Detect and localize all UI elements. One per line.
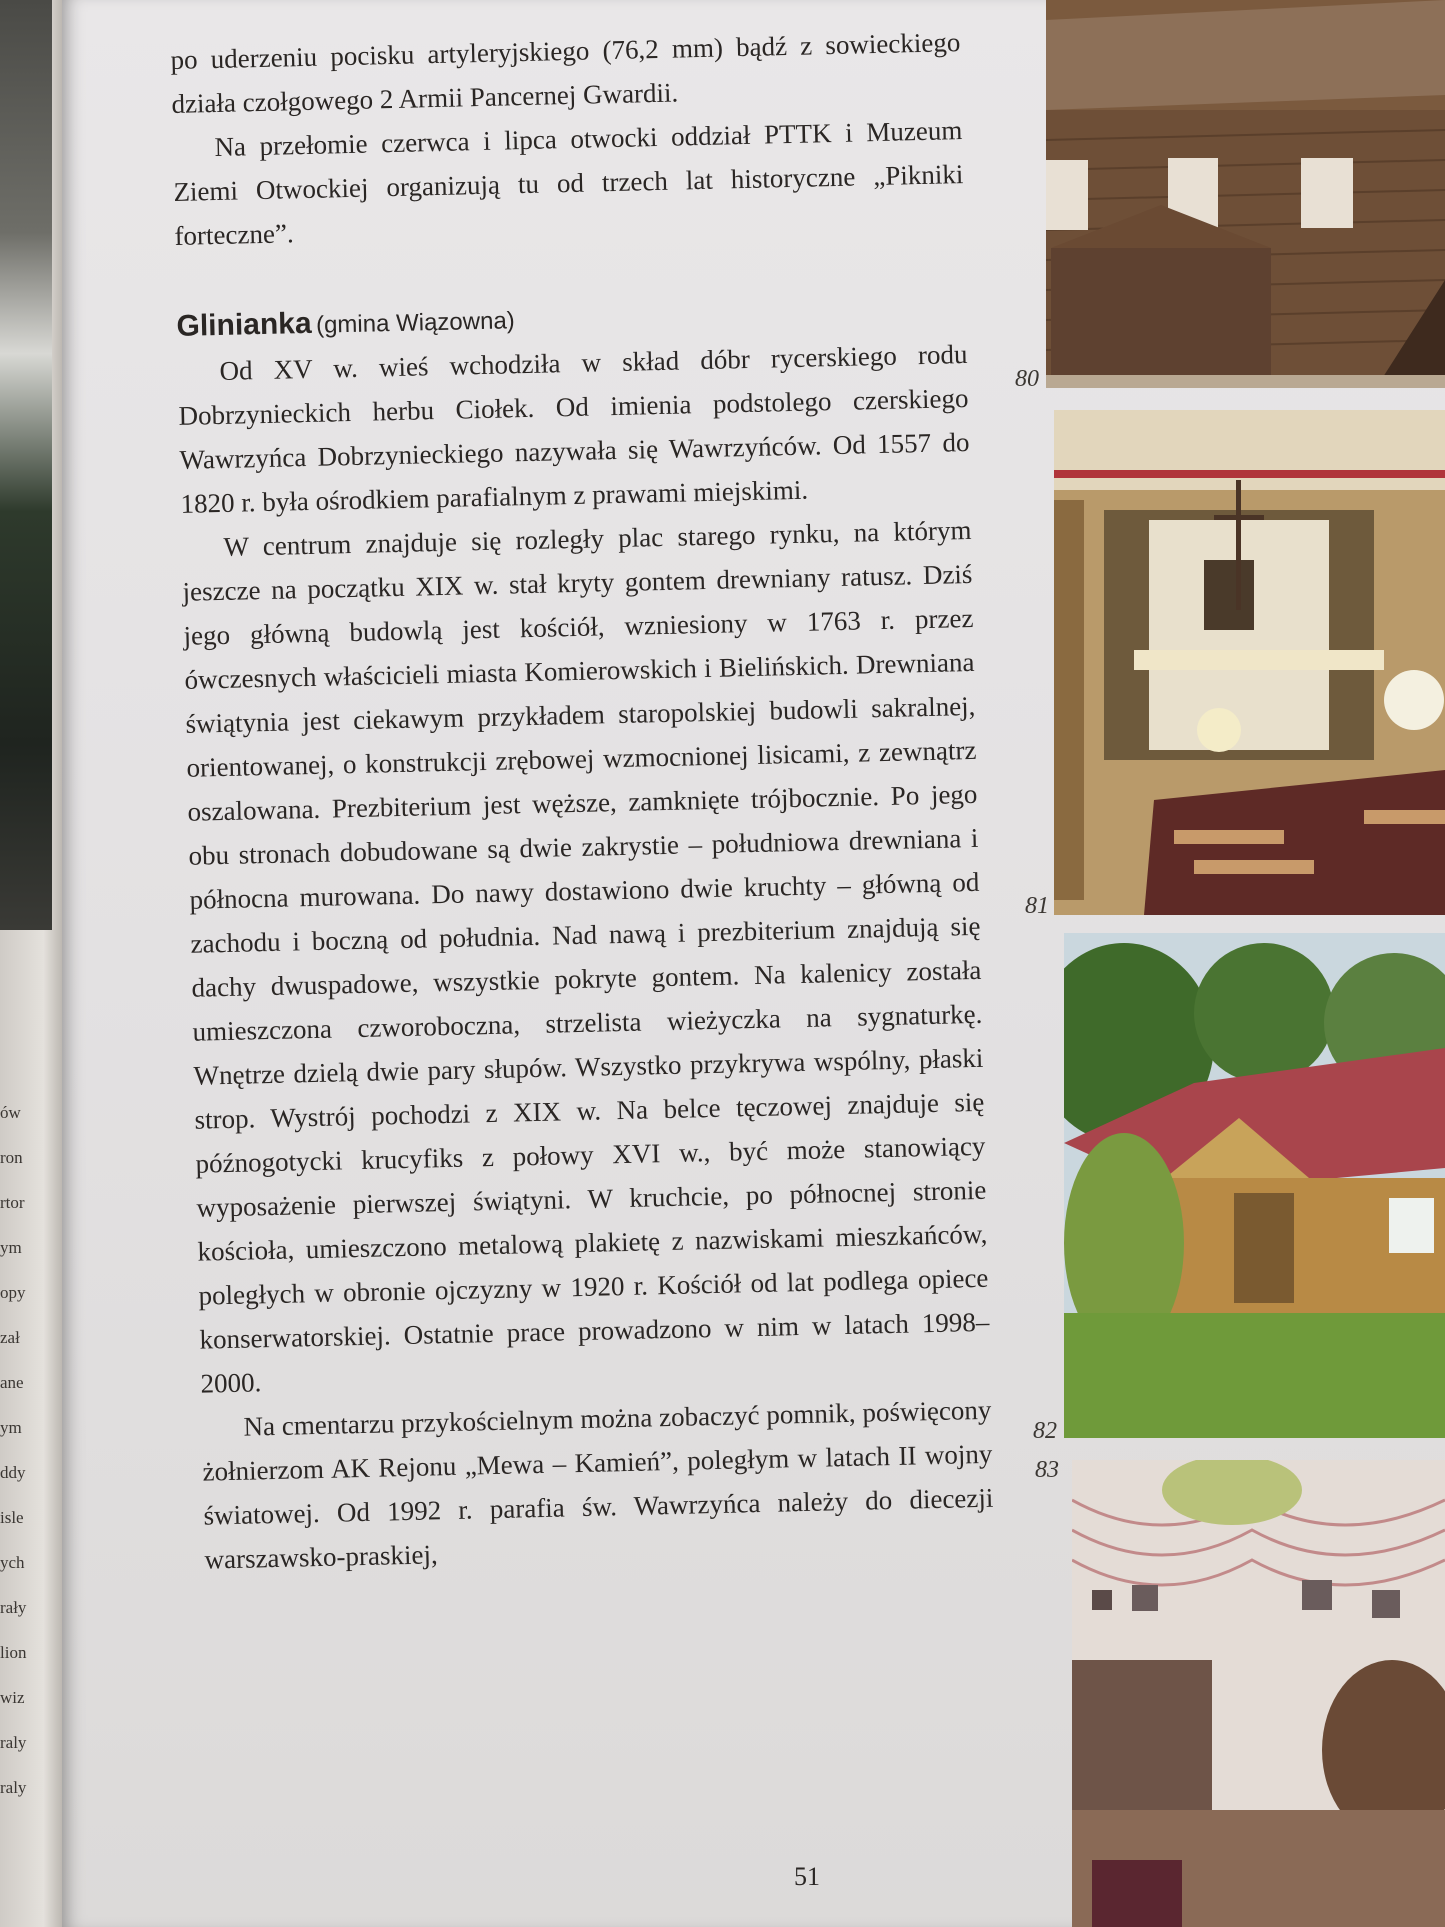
paragraph-1: po uderzeniu pocisku artyleryjskiego (76,2 mm) bądź z sowieckiego działa czołgowego 2 Armii Pancernej Gwardii. [170,27,961,119]
photo-church-interior [1054,410,1445,915]
section-title: Glinianka [176,306,312,343]
paragraph-3: Od XV w. wieś wchodziła w skład dóbr rycerskiego rodu Dobrzynieckich herbu Ciołek. Od imienia podstolego czerskiego Wawrzyńca Dobrzynieckiego nazywała się Wawrzyńców. Od 1557 do 1820 r. była ośrodkiem parafialnym z prawami miejskimi. [178,338,970,519]
section-subtitle: (gmina Wiązowna) [315,307,516,339]
photo-museum-interior [1072,1460,1445,1927]
facing-page-photo [0,0,52,930]
text-column [170,20,995,1582]
page-number: 51 [794,1862,820,1891]
photo-wooden-house [1064,933,1445,1438]
paragraph-5: Na cmentarzu przykościelnym można zobaczyć pomnik, poświęcony żołnierzom AK Rejonu „Mewa – Kamień”, poległym w latach II wojny światowej. Od 1992 r. parafia św. Wawrzyńca należy do diecezji warszawsko-praskiej, [202,1394,994,1575]
facing-page-text-fragments: ów ron rtor ym opy zał ane ym ddy isle ych rały lion wiz raly raly [0,1103,27,1797]
photo-caption-82: 82 [1033,1418,1057,1444]
facing-page [0,0,62,1927]
paragraph-4: W centrum znajduje się rozległy plac starego rynku, na którym jeszcze na początku XIX w. stał kryty gontem drewniany ratusz. Dziś jego główną budowlą jest kościół, wzniesiony w 1763 r. przez ówczesnych właścicieli miasta Komierowskich i Bielińskich. Drewniana świątynia jest ciekawym przykładem staropolskiej budowli sakralnej, orientowanej, o konstrukcji zrębowej wzmocnionej lisicami, z zewnątrz oszalowana. Prezbiterium jest węższe, zamknięte trójbocznie. Po jego obu stronach dobudowane są dwie zakrystie – południowa drewniana i północna murowana. Do nawy dostawiono dwie kruchty – główną od zachodu i boczną od południa. Nad nawą i prezbiterium znajdują się dachy dwuspadowe, wszystkie pokryte gontem. Na kalenicy została umieszczona czworoboczna, strzelista wieżyczka na sygnaturkę. Wnętrze dzielą dwie pary słupów. Wszystko przykrywa wspólny, płaski strop. Wystrój pochodzi z XIX w. Na belce tęczowej znajduje się późnogotycki krucyfiks z połowy XVI w., być może stanowiący wyposażenie pierwszej świątyni. W kruchcie, po północnej stronie kościoła, umieszczono metalową plakietę z nazwiskami mieszkańców, poległych w obronie ojczyzny w 1920 r. Kościół od lat podlega opiece konserwatorskiej. Ostatnie prace prowadzono w nim w latach 1998–2000. [182,514,990,1399]
photo-wooden-church [1046,0,1445,388]
photo-column [1040,0,1445,1927]
photo-caption-81: 81 [1025,893,1049,919]
paragraph-2: Na przełomie czerwca i lipca otwocki oddział PTTK i Muzeum Ziemi Otwockiej organizują tu od trzech lat historyczne „Pikniki forteczne”. [173,115,964,251]
photo-caption-80: 80 [1015,366,1039,392]
photo-caption-83: 83 [1035,1457,1059,1483]
